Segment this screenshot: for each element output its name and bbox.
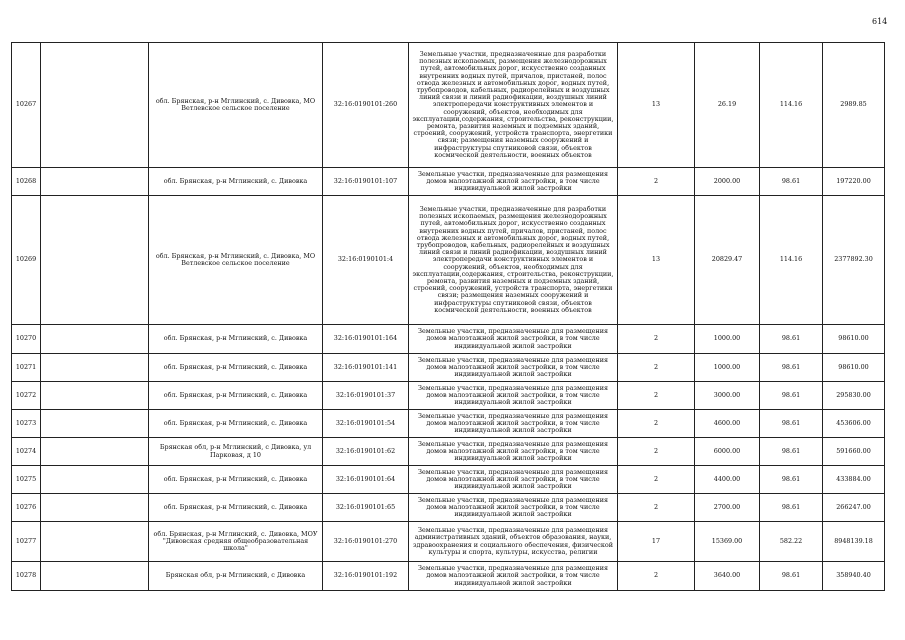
cadastral-number-cell: 32:16:0190101:107 <box>323 168 409 196</box>
cadastral-value-cell: 8948139.18 <box>823 522 885 562</box>
land-use-cell: Земельные участки, предназначенные для размещения домов малоэтажной жилой застройки, в том числе индивидуальной жилой застройки <box>409 562 618 591</box>
specific-value-cell: 582.22 <box>760 522 823 562</box>
table-row <box>12 562 885 591</box>
area-cell: 3640.00 <box>695 562 760 591</box>
cadastral-number-cell: 32:16:0190101:141 <box>323 354 409 382</box>
use-group-cell: 2 <box>618 438 695 466</box>
address-cell: обл. Брянская, р-н Мглинский, с. Дивовка <box>149 410 323 438</box>
blank-cell <box>41 438 149 466</box>
table-row <box>12 382 885 410</box>
address-cell: Брянская обл, р-н Мглинский, с Дивовка <box>149 562 323 591</box>
cadastral-value-cell: 197220.00 <box>823 168 885 196</box>
address-cell: обл. Брянская, р-н Мглинский, с. Дивовка <box>149 494 323 522</box>
cadastral-number-cell: 32:16:0190101:54 <box>323 410 409 438</box>
table-row <box>12 325 885 354</box>
table-body <box>12 43 885 591</box>
specific-value-cell: 98.61 <box>760 382 823 410</box>
area-cell: 1000.00 <box>695 325 760 354</box>
row-id-cell: 10271 <box>12 354 41 382</box>
area-cell: 4600.00 <box>695 410 760 438</box>
land-use-cell: Земельные участки, предназначенные для размещения домов малоэтажной жилой застройки, в том числе индивидуальной жилой застройки <box>409 438 618 466</box>
land-use-cell: Земельные участки, предназначенные для размещения домов малоэтажной жилой застройки, в том числе индивидуальной жилой застройки <box>409 410 618 438</box>
specific-value-cell: 98.61 <box>760 410 823 438</box>
blank-cell <box>41 325 149 354</box>
cadastral-number-cell: 32:16:0190101:65 <box>323 494 409 522</box>
area-cell: 20829.47 <box>695 196 760 325</box>
specific-value-cell: 98.61 <box>760 354 823 382</box>
address-cell: обл. Брянская, р-н Мглинский, с. Дивовка, МОУ "Дивовская средняя общеобразовательная школа" <box>149 522 323 562</box>
blank-cell <box>41 43 149 168</box>
use-group-cell: 2 <box>618 466 695 494</box>
area-cell: 15369.00 <box>695 522 760 562</box>
land-use-cell: Земельные участки, предназначенные для размещения домов малоэтажной жилой застройки, в том числе индивидуальной жилой застройки <box>409 494 618 522</box>
use-group-cell: 13 <box>618 43 695 168</box>
cadastral-value-cell: 98610.00 <box>823 325 885 354</box>
specific-value-cell: 98.61 <box>760 168 823 196</box>
area-cell: 2000.00 <box>695 168 760 196</box>
row-id-cell: 10276 <box>12 494 41 522</box>
address-cell: обл. Брянская, р-н Мглинский, с. Дивовка <box>149 382 323 410</box>
row-id-cell: 10267 <box>12 43 41 168</box>
use-group-cell: 2 <box>618 168 695 196</box>
address-cell: Брянская обл, р-н Мглинский, с Дивовка, ул Парковая, д 10 <box>149 438 323 466</box>
specific-value-cell: 98.61 <box>760 438 823 466</box>
blank-cell <box>41 410 149 438</box>
row-id-cell: 10269 <box>12 196 41 325</box>
address-cell: обл. Брянская, р-н Мглинский, с. Дивовка <box>149 466 323 494</box>
area-cell: 6000.00 <box>695 438 760 466</box>
land-use-cell: Земельные участки, предназначенные для разработки полезных ископаемых, размещения железнодорожных путей, автомобильных дорог, искусственно созданных внутренних водных путей, причалов, пристаней, полос отвода железных и автомобильных дорог, водных путей, трубопроводов, кабельных, радиорелейных и воздушных линий связи и линий радиофикации, воздушных линий электропередачи конструктивных элементов и сооружений, объектов, необходимых для эксплуатации,содержания, строительства, реконструкции, ремонта, развития наземных и подземных зданий, строений, сооружений, устройств транспорта, энергетики связи; размещения наземных сооружений и инфраструктуры спутниковой связи, объектов космической деятельности, военных объектов <box>409 196 618 325</box>
area-cell: 26.19 <box>695 43 760 168</box>
cadastral-number-cell: 32:16:0190101:192 <box>323 562 409 591</box>
blank-cell <box>41 562 149 591</box>
row-id-cell: 10270 <box>12 325 41 354</box>
cadastral-value-cell: 2989.85 <box>823 43 885 168</box>
land-use-cell: Земельные участки, предназначенные для размещения домов малоэтажной жилой застройки, в том числе индивидуальной жилой застройки <box>409 466 618 494</box>
specific-value-cell: 98.61 <box>760 494 823 522</box>
use-group-cell: 13 <box>618 196 695 325</box>
address-cell: обл. Брянская, р-н Мглинский, с. Дивовка <box>149 168 323 196</box>
page-number: 614 <box>872 17 888 26</box>
area-cell: 2700.00 <box>695 494 760 522</box>
table-row <box>12 494 885 522</box>
row-id-cell: 10278 <box>12 562 41 591</box>
table-row <box>12 466 885 494</box>
cadastral-number-cell: 32:16:0190101:270 <box>323 522 409 562</box>
row-id-cell: 10272 <box>12 382 41 410</box>
row-id-cell: 10268 <box>12 168 41 196</box>
table-row <box>12 43 885 168</box>
blank-cell <box>41 354 149 382</box>
blank-cell <box>41 196 149 325</box>
use-group-cell: 2 <box>618 354 695 382</box>
cadastral-value-cell: 591660.00 <box>823 438 885 466</box>
cadastral-value-cell: 453606.00 <box>823 410 885 438</box>
cadastral-value-cell: 295830.00 <box>823 382 885 410</box>
land-use-cell: Земельные участки, предназначенные для размещения административных зданий, объектов образования, науки, здравоохранения и социального обеспечения, физической культуры и спорта, культуры, искусства, религии <box>409 522 618 562</box>
use-group-cell: 2 <box>618 410 695 438</box>
cadastral-value-cell: 433884.00 <box>823 466 885 494</box>
cadastral-value-table <box>11 42 885 591</box>
specific-value-cell: 98.61 <box>760 325 823 354</box>
blank-cell <box>41 382 149 410</box>
specific-value-cell: 98.61 <box>760 466 823 494</box>
land-use-cell: Земельные участки, предназначенные для размещения домов малоэтажной жилой застройки, в том числе индивидуальной жилой застройки <box>409 325 618 354</box>
area-cell: 1000.00 <box>695 354 760 382</box>
land-use-cell: Земельные участки, предназначенные для размещения домов малоэтажной жилой застройки, в том числе индивидуальной жилой застройки <box>409 354 618 382</box>
specific-value-cell: 98.61 <box>760 562 823 591</box>
table-row <box>12 354 885 382</box>
row-id-cell: 10273 <box>12 410 41 438</box>
cadastral-value-cell: 98610.00 <box>823 354 885 382</box>
area-cell: 3000.00 <box>695 382 760 410</box>
address-cell: обл. Брянская, р-н Мглинский, с. Дивовка, МО Ветлевское сельское поселение <box>149 43 323 168</box>
cadastral-value-cell: 2377892.30 <box>823 196 885 325</box>
cadastral-value-cell: 358940.40 <box>823 562 885 591</box>
cadastral-number-cell: 32:16:0190101:64 <box>323 466 409 494</box>
area-cell: 4400.00 <box>695 466 760 494</box>
blank-cell <box>41 522 149 562</box>
address-cell: обл. Брянская, р-н Мглинский, с. Дивовка <box>149 354 323 382</box>
address-cell: обл. Брянская, р-н Мглинский, с. Дивовка <box>149 325 323 354</box>
blank-cell <box>41 494 149 522</box>
table-row <box>12 168 885 196</box>
blank-cell <box>41 466 149 494</box>
row-id-cell: 10274 <box>12 438 41 466</box>
table-row <box>12 522 885 562</box>
use-group-cell: 2 <box>618 325 695 354</box>
blank-cell <box>41 168 149 196</box>
use-group-cell: 2 <box>618 382 695 410</box>
use-group-cell: 17 <box>618 522 695 562</box>
address-cell: обл. Брянская, р-н Мглинский, с. Дивовка, МО Ветлевское сельское поселение <box>149 196 323 325</box>
use-group-cell: 2 <box>618 494 695 522</box>
cadastral-number-cell: 32:16:0190101:260 <box>323 43 409 168</box>
land-use-cell: Земельные участки, предназначенные для размещения домов малоэтажной жилой застройки, в том числе индивидуальной жилой застройки <box>409 168 618 196</box>
cadastral-number-cell: 32:16:0190101:4 <box>323 196 409 325</box>
cadastral-value-cell: 266247.00 <box>823 494 885 522</box>
row-id-cell: 10275 <box>12 466 41 494</box>
use-group-cell: 2 <box>618 562 695 591</box>
cadastral-number-cell: 32:16:0190101:37 <box>323 382 409 410</box>
row-id-cell: 10277 <box>12 522 41 562</box>
table-row <box>12 196 885 325</box>
table-row <box>12 410 885 438</box>
land-use-cell: Земельные участки, предназначенные для размещения домов малоэтажной жилой застройки, в том числе индивидуальной жилой застройки <box>409 382 618 410</box>
cadastral-number-cell: 32:16:0190101:164 <box>323 325 409 354</box>
land-use-cell: Земельные участки, предназначенные для разработки полезных ископаемых, размещения железнодорожных путей, автомобильных дорог, искусственно созданных внутренних водных путей, причалов, пристаней, полос отвода железных и автомобильных дорог, водных путей, трубопроводов, кабельных, радиорелейных и воздушных линий связи и линий радиофикации, воздушных линий электропередачи конструктивных элементов и сооружений, объектов, необходимых для эксплуатации,содержания, строительства, реконструкции, ремонта, развития наземных и подземных зданий, строений, сооружений, устройств транспорта, энергетики связи; размещения наземных сооружений и инфраструктуры спутниковой связи, объектов космической деятельности, военных объектов <box>409 43 618 168</box>
cadastral-number-cell: 32:16:0190101:62 <box>323 438 409 466</box>
specific-value-cell: 114.16 <box>760 43 823 168</box>
specific-value-cell: 114.16 <box>760 196 823 325</box>
table-row <box>12 438 885 466</box>
